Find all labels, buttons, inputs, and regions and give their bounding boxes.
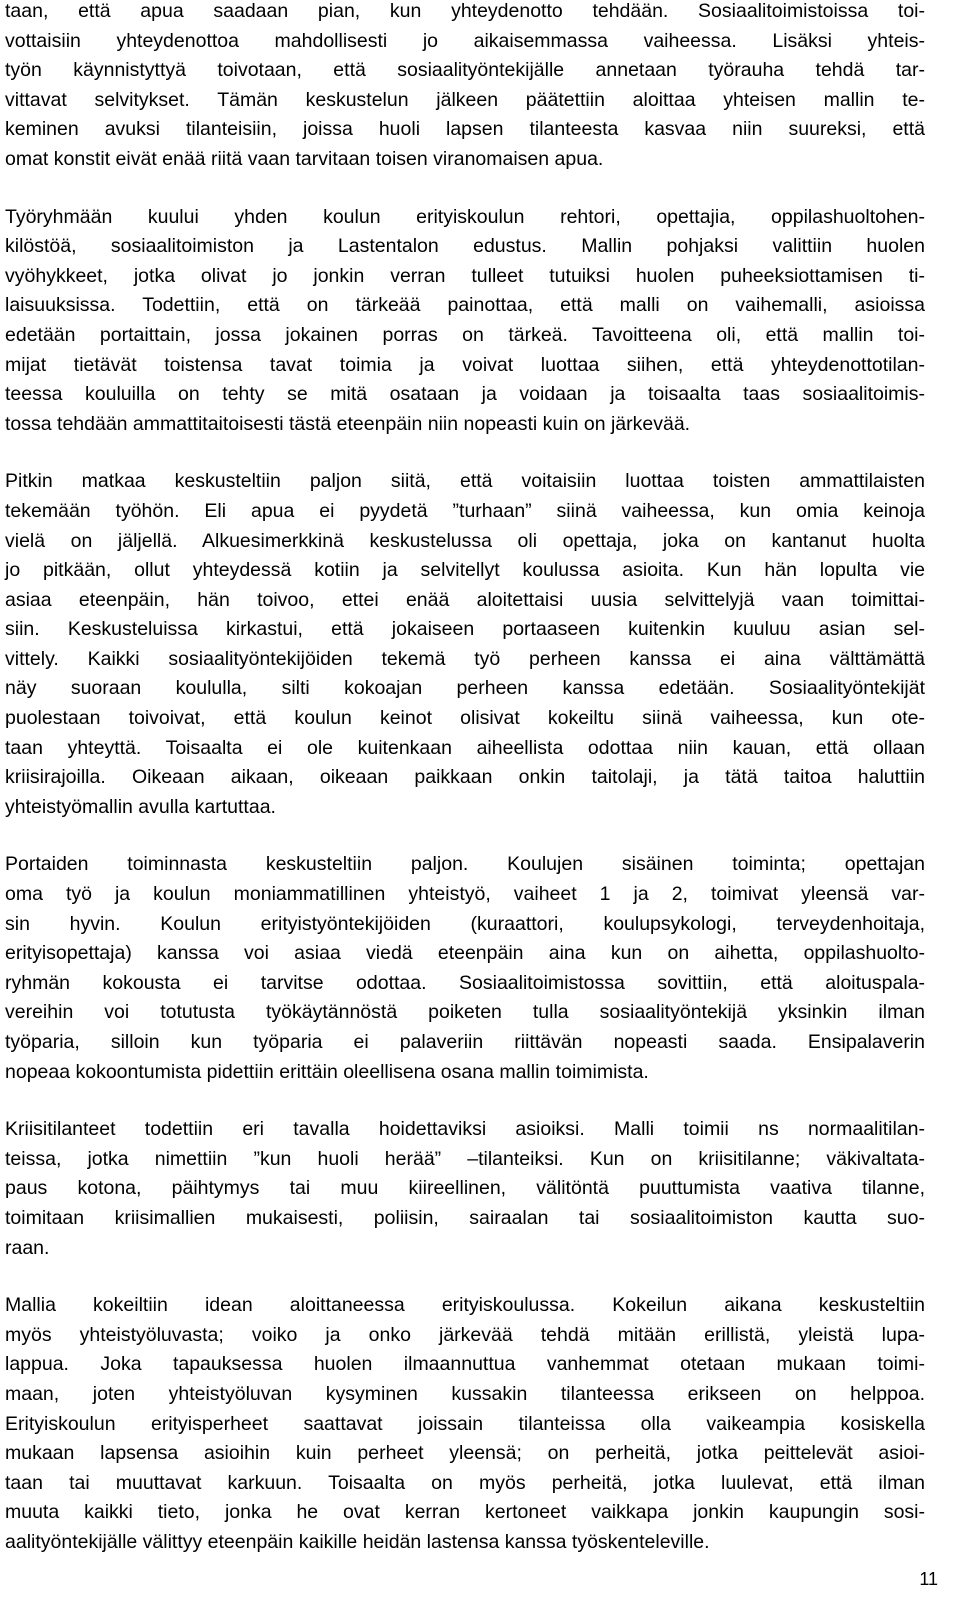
text-line: teessa kouluilla on tehty se mitä osataan ja voidaan ja toisaalta taas sosiaalitoimis- xyxy=(5,383,925,406)
text-line: Mallia kokeiltiin idean aloittaneessa erityiskoulussa. Kokeilun aikana keskusteltiin xyxy=(5,1294,925,1317)
paragraph-6 xyxy=(5,1291,925,1557)
text-line: keminen avuksi tilanteisiin, joissa huoli lapsen tilanteesta kasvaa niin suureksi, että xyxy=(5,118,925,141)
text-line: muuta kaikki tieto, jonka he ovat kerran kertoneet vaikkapa jonkin kaupungin sosi- xyxy=(5,1501,925,1524)
text-line: vittavat selvitykset. Tämän keskustelun jälkeen päätettiin aloittaa yhteisen mallin te- xyxy=(5,88,925,111)
text-line: vittely. Kaikki sosiaalityöntekijöiden tekemä työ perheen kanssa ei aina välttämättä xyxy=(5,647,925,670)
text-line: laisuuksissa. Todettiin, että on tärkeää painottaa, että malli on vaihemalli, asioissa xyxy=(5,294,925,317)
document-page xyxy=(5,0,925,1586)
text-line: asiaa eteenpäin, hän toivoo, ettei enää aloitettaisi uusia selvittelyjä vaan toimittai- xyxy=(5,588,925,611)
text-line: oma työ ja koulun moniammatillinen yhteistyö, vaiheet 1 ja 2, toimivat yleensä var- xyxy=(5,883,925,906)
paragraph-1 xyxy=(5,0,925,175)
text-line: paus kotona, päihtymys tai muu kiireellinen, välitöntä puuttumista vaativa tilanne, xyxy=(5,1177,925,1200)
text-line: edetään portaittain, jossa jokainen porras on tärkeä. Tavoitteena oli, että mallin toi- xyxy=(5,323,925,346)
text-line: vyöhykkeet, jotka olivat jo jonkin verran tulleet tutuiksi huolen puheeksiottamisen ti- xyxy=(5,264,925,287)
text-line: lappua. Joka tapauksessa huolen ilmaannuttua vanhemmat otetaan mukaan toimi- xyxy=(5,1353,925,1376)
text-line: Pitkin matkaa keskusteltiin paljon siitä, että voitaisiin luottaa toisten ammattilaisten xyxy=(5,470,925,493)
text-line: teissa, jotka nimettiin ”kun huoli herää” –tilanteiksi. Kun on kriisitilanne; väkivaltata- xyxy=(5,1147,925,1170)
text-line: nopeaa kokoontumista pidettiin erittäin oleellisena osana mallin toimimista. xyxy=(5,1060,649,1083)
text-line: Portaiden toiminnasta keskusteltiin paljon. Koulujen sisäinen toiminta; opettajan xyxy=(5,853,925,876)
text-line: vereihin voi totutusta työkäytännöstä poiketen tulla sosiaalityöntekijä yksinkin ilman xyxy=(5,1001,925,1024)
text-line: tekemään työhön. Eli apua ei pyydetä ”turhaan” siinä vaiheessa, kun omia keinoja xyxy=(5,499,925,522)
text-line: jo pitkään, ollut yhteydessä kotiin ja selvitellyt koulussa asioita. Kun hän lopulta vie xyxy=(5,559,925,582)
text-line: mukaan lapsensa asioihin kuin perheet yleensä; on perheitä, jotka peittelevät asioi- xyxy=(5,1442,925,1465)
text-line: maan, joten yhteistyöluvan kysyminen kussakin tilanteessa erikseen on helppoa. xyxy=(5,1382,925,1405)
text-line: kilöstöä, sosiaalitoimiston ja Lastentalon edustus. Mallin pohjaksi valittiin huolen xyxy=(5,235,925,258)
text-line: taan yhteyttä. Toisaalta ei ole kuitenkaan aiheellista odottaa niin kauan, että ollaan xyxy=(5,736,925,759)
text-line: tossa tehdään ammattitaitoisesti tästä eteenpäin niin nopeasti kuin on järkevää. xyxy=(5,412,691,435)
text-line: puolestaan toivoivat, että koulun keinot olisivat kokeiltu siinä vaiheessa, kun ote- xyxy=(5,707,925,730)
text-line: työn käynnistyttyä toivotaan, että sosiaalityöntekijälle annetaan työrauha tehdä tar- xyxy=(5,59,925,82)
text-line: sin hyvin. Koulun erityistyöntekijöiden (kuraattori, koulupsykologi, terveydenhoitaja, xyxy=(5,912,925,935)
text-line: yhteistyömallin avulla kartuttaa. xyxy=(5,795,276,818)
paragraph-5 xyxy=(5,1115,925,1263)
text-line: toimitaan kriisimallien mukaisesti, poliisin, sairaalan tai sosiaalitoimiston kautta suo- xyxy=(5,1206,925,1229)
text-line: näy suoraan koululla, silti kokoajan perheen kanssa edetään. Sosiaalityöntekijät xyxy=(5,677,925,700)
text-line: myös yhteistyöluvasta; voiko ja onko järkevää tehdä mitään erillistä, yleistä lupa- xyxy=(5,1323,925,1346)
text-line: erityisopettaja) kanssa voi asiaa viedä eteenpäin aina kun on aihetta, oppilashuolto- xyxy=(5,942,925,965)
text-line: ryhmän kokousta ei tarvitse odottaa. Sosiaalitoimistossa sovittiin, että aloituspala- xyxy=(5,971,925,994)
text-line: aalityöntekijälle välittyy eteenpäin kaikille heidän lastensa kanssa työskenteleville. xyxy=(5,1530,710,1553)
text-line: taan, että apua saadaan pian, kun yhteydenotto tehdään. Sosiaalitoimistoissa toi- xyxy=(5,0,925,22)
text-line: Työryhmään kuului yhden koulun erityiskoulun rehtori, opettajia, oppilashuoltohen- xyxy=(5,205,925,228)
text-line: siin. Keskusteluissa kirkastui, että jokaiseen portaaseen kuitenkin kuuluu asian sel- xyxy=(5,618,925,641)
text-line: omat konstit eivät enää riitä vaan tarvitaan toisen viranomaisen apua. xyxy=(5,147,604,170)
text-line: työparia, silloin kun työparia ei palaveriin riittävän nopeasti saada. Ensipalaverin xyxy=(5,1031,925,1053)
text-line: Kriisitilanteet todettiin eri tavalla hoidettaviksi asioiksi. Malli toimii ns normaalitilan- xyxy=(5,1118,925,1141)
paragraph-3 xyxy=(5,467,925,822)
paragraph-2 xyxy=(5,203,925,440)
text-line: vottaisiin yhteydenottoa mahdollisesti jo aikaisemmassa vaiheessa. Lisäksi yhteis- xyxy=(5,29,925,52)
page-number: 11 xyxy=(919,1569,938,1589)
text-line: Erityiskoulun erityisperheet saattavat joissain tilanteissa olla vaikeampia kosiskella xyxy=(5,1412,925,1435)
text-line: raan. xyxy=(5,1236,50,1259)
text-line: mijat tietävät toistensa tavat toimia ja voivat luottaa siihen, että yhteydenottotilan- xyxy=(5,353,925,376)
text-line: taan tai muuttavat karkuun. Toisaalta on myös perheitä, jotka luulevat, että ilman xyxy=(5,1471,925,1494)
paragraph-4 xyxy=(5,850,925,1087)
text-line: vielä on jäljellä. Alkuesimerkkinä keskustelussa oli opettaja, joka on kantanut huolta xyxy=(5,529,925,552)
text-line: kriisirajoilla. Oikeaan aikaan, oikeaan paikkaan onkin taitolaji, ja tätä taitoa haluttiin xyxy=(5,766,925,789)
